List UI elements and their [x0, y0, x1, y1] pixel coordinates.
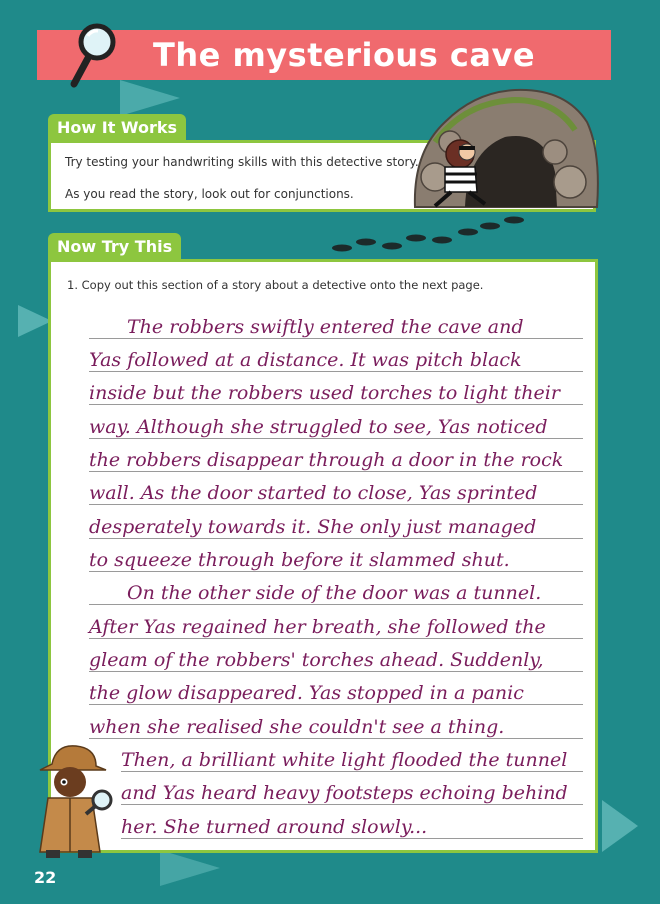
story-line: The robbers swiftly entered the cave and — [89, 312, 583, 339]
decorative-arrow — [120, 80, 180, 116]
story-line: wall. As the door started to close, Yas sprinted — [89, 478, 583, 505]
how-it-works-line: As you read the story, look out for conjunctions. — [65, 187, 354, 201]
detective-illustration — [26, 742, 116, 860]
story-line: her. She turned around slowly... — [121, 812, 583, 839]
decorative-arrow — [602, 800, 638, 852]
decorative-arrow — [160, 850, 220, 886]
story-line: After Yas regained her breath, she followed the — [89, 612, 583, 639]
story-line: to squeeze through before it slammed shut. — [89, 545, 583, 572]
story-line: the robbers disappear through a door in the rock — [89, 445, 583, 472]
story-line: desperately towards it. She only just managed — [89, 512, 583, 539]
magnifying-glass-icon — [68, 22, 118, 90]
story-line: inside but the robbers used torches to light their — [89, 378, 583, 405]
page-number: 22 — [34, 868, 57, 887]
instruction-text: 1. Copy out this section of a story about a detective onto the next page. — [67, 278, 484, 292]
cave-robber-illustration — [405, 82, 601, 214]
footprints-decoration — [330, 208, 530, 258]
how-it-works-heading: How It Works — [48, 114, 186, 142]
story-line: gleam of the robbers' torches ahead. Suddenly, — [89, 645, 583, 672]
now-try-this-box — [48, 259, 598, 853]
title-banner — [37, 30, 611, 80]
story-line: the glow disappeared. Yas stopped in a panic — [89, 678, 583, 705]
now-try-this-heading: Now Try This — [48, 233, 181, 261]
story-line: and Yas heard heavy footsteps echoing behind — [121, 778, 583, 805]
story-line: Yas followed at a distance. It was pitch black — [89, 345, 583, 372]
how-it-works-line: Try testing your handwriting skills with this detective story. — [65, 155, 419, 169]
decorative-arrow — [18, 305, 52, 337]
story-line: On the other side of the door was a tunnel. — [89, 578, 583, 605]
story-line: when she realised she couldn't see a thing. — [89, 712, 583, 739]
story-line: Then, a brilliant white light flooded the tunnel — [121, 745, 583, 772]
story-line: way. Although she struggled to see, Yas noticed — [89, 412, 583, 439]
page-title: The mysterious cave — [152, 36, 536, 74]
